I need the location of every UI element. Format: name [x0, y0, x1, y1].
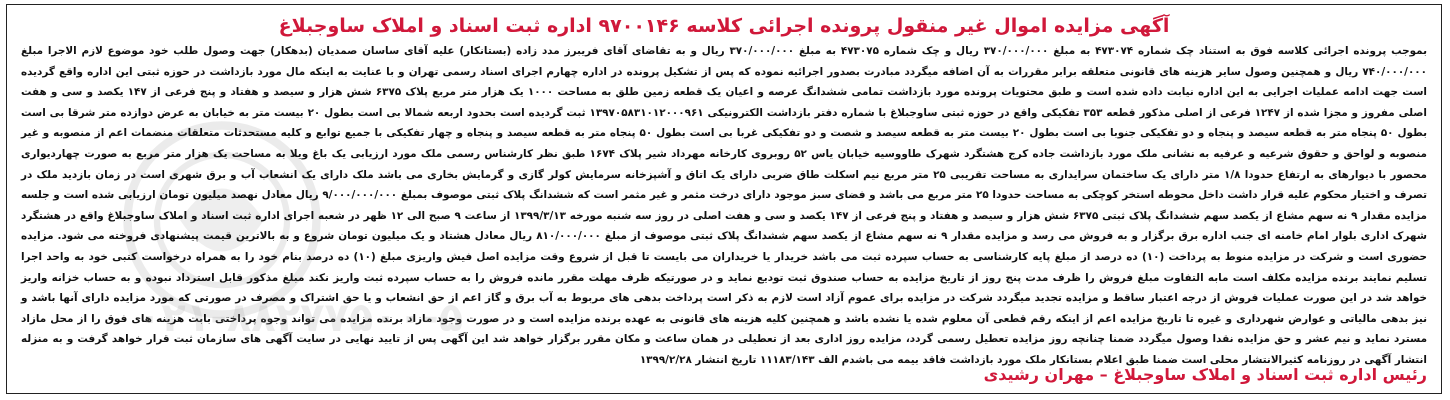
- watermark-phone: ۰۲۱-۸۸۲۷۷۵۰۰-۵: [137, 295, 464, 341]
- notice-signature: رئیس اداره ثبت اسناد و املاک ساوجبلاغ – مهران رشیدی: [983, 365, 1427, 384]
- notice-body: بموجب پرونده اجرائی کلاسه فوق به استناد چک شماره ۴۷۳۰۷۴ به مبلغ ۳۷۰/۰۰۰/۰۰۰ ریال و چک شماره ۴۷۳۰۷۵ به مبلغ ۳۷۰/۰۰۰/۰۰۰ ریال و به تقاضای آقای فریبرز مدد زاده (بستانکار) علیه آقای ساسان صمدیان (بدهکار) جهت وصول طلب خود موضوع لازم الاجرا مبلغ ۷۴۰/۰۰۰/۰۰۰ ریال و همچنین وصول سایر هزینه های قانونی متعلقه برابر مقررات به آن اضافه میگردد مبادرت بصدور اجرائیه نموده که پس از تشکیل پرونده در اداره چهارم اجرای اسناد رسمی تهران و با عنایت به اینکه مال مورد بازداشت در حوزه ثبتی این اداره واقع گردیده است جهت ادامه عملیات اجرایی به این اداره نیابت داده شده است و طبق محتویات پرونده مورد بازداشت تمامی ششدانگ عرصه و اعیان یک قطعه زمین طلق به مساحت ۱۰۰۰ یک هزار متر مربع پلاک ۶۳۷۵ شش هزار و سیصد و هفتاد و پنج فرعی از ۱۴۷ یکصد و سی و هفت اصلی مفروز و مجزا شده از ۱۲۴۷ فرعی از اصلی مذکور قطعه ۳۵۳ تفکیکی واقع در حوزه ثبتی ساوجبلاغ با شماره دفتر بازداشت الکترونیکی ۱۳۹۷۰۵۸۳۱۰۱۲۰۰۰۹۶۱ ثبت گردیده است بحدود اربعه شمالا بی است بطول ۲۰ بیست متر به خیابان به عرض دوازده متر شرقا بی است بطول ۵۰ پنجاه متر به قطعه سیصد و پنجاه و دو تفکیکی جنوبا بی است بطول ۲۰ بیست متر به قطعه سیصد و شصت و دو تفکیکی غربا بی است بطول ۵۰ پنجاه متر به قطعه سیصد و پنجاه و چهار تفکیکی با جمیع توابع و کلیه مستحدثات متعلقات منضمات اعم از منصوبه و غیر منصوبه و لواحق و حقوق شرعیه و عرفیه به نشانی ملک مورد بازداشت جاده کرج هشتگرد شهرک طاووسیه خیابان یاس ۵۲ روبروی کارخانه مهرداد شیر پلاک ۱۶۷۴ طبق نظر کارشناس رسمی ملک مورد ارزیابی یک باغ ویلا به مساحت یک هزار متر مربع به صورت چهاردیواری محصور با دیوارهای به ارتفاع حدودا ۱/۸ متر دارای یک ساختمان سرایداری به مساحت تقریبی ۲۵ متر مربع نیم اسکلت طاق ضربی دارای یک اتاق و آشپزخانه سرمایش کولر گازی و گرمایش بخاری می باشد ملک دارای یک انشعاب آب و برق شهری است در زمان بازدید ملک در تصرف و اختیار محکوم علیه قرار داشت داخل محوطه استخر کوچکی به مساحت حدودا ۲۵ متر مربع می باشد و فضای سبز موجود دارای درخت مثمر و غیر مثمر است که ششدانگ پلاک ثبتی موصوف بمبلغ ۹/۰۰۰/۰۰۰/۰۰۰ ریال معادل نهصد میلیون تومان ارزیابی شده است و جلسه مزایده مقدار ۹ نه سهم مشاع از یکصد سهم ششدانگ پلاک ثبتی ۶۳۷۵ شش هزار و سیصد و هفتاد و پنج فرعی از ۱۴۷ یکصد و سی و هفت اصلی در روز سه شنبه مورخه ۱۳۹۹/۳/۱۳ از ساعت ۹ صبح الی ۱۲ ظهر در شعبه اجرای اداره ثبت اسناد و املاک ساوجبلاغ واقع در هشتگرد شهرک اداری بلوار امام خامنه ای جنب اداره برق برگزار و به فروش می رسد و مزایده مقدار ۹ نه سهم مشاع از یکصد سهم ششدانگ پلاک ثبتی موصوف از مبلغ ۸۱۰/۰۰۰/۰۰۰ ریال معادل هشتاد و یک میلیون تومان شروع و به بالاترین قیمت پیشنهادی فروخته می شود. مزایده حضوری است و شرکت در مزایده منوط به پرداخت (۱۰) ده درصد از مبلغ پایه کارشناسی به حساب سپرده ثبت می باشد خریدار یا خریداران می بایست تا قبل از شروع وقت مزایده اصل فیش واریزی مبلغ (۱۰) ده درصد بنام خود را به همراه درخواست کتبی خود به واحد اجرا تسلیم نمایند برنده مزایده مکلف است مابه التفاوت مبلغ فروش را ظرف مدت پنج روز از تاریخ مزایده به حساب صندوق ثبت تودیع نماید و در صورتیکه ظرف مهلت مقرر مانده فروش را به حساب سپرده ثبت واریز نکند مبلغ مذکور قابل استرداد نبوده و به حساب خزانه واریز خواهد شد در این صورت عملیات فروش از درجه اعتبار ساقط و مزایده تجدید میگردد شرکت در مزایده برای عموم آزاد است لازم به ذکر است پرداخت بدهی های مربوط به آب برق و گاز اعم از حق انشعاب و یا حق اشتراک و مصرف در صورتی که مورد مزایده دارای آنها باشد و نیز بدهی مالیاتی و عوارض شهرداری و غیره تا تاریخ مزایده اعم از اینکه رقم قطعی آن معلوم شده یا نشده باشد و همچنین کلیه هزینه های قانونی به عهده برنده مزایده است و در صورت وجود مازاد برنده مزایده می تواند وجوه پرداختی بابت هزینه های فوق را از محل مازاد مسترد نماید و نیم عشر و حق مزایده نقدا وصول میگردد ضمنا چنانچه روز مزایده تعطیل رسمی گردد، مزایده روز اداری بعد از تعطیلی در همان ساعت و مکان مقرر برگزار خواهد شد این آگهی پس از تایید نهایی در سایت آگهی های سازمان ثبت قرار خواهد گرفت و به منزله انتشار آگهی در روزنامه کثیرالانتشار محلی است ضمنا طبق اعلام بستانکار ملک مورد بازداشت فاقد بیمه می باشدم الف ۱۱۱۸۳/۱۴۳ تاریخ انتشار ۱۳۹۹/۲/۲۸: [21, 45, 1428, 366]
- notice-frame: [6, 4, 1442, 394]
- notice-title: آگهی مزایده اموال غیر منقول پرونده اجرائی کلاسه ۹۷۰۰۱۴۶ اداره ثبت اسناد و املاک ساوجبلاغ: [278, 15, 1170, 37]
